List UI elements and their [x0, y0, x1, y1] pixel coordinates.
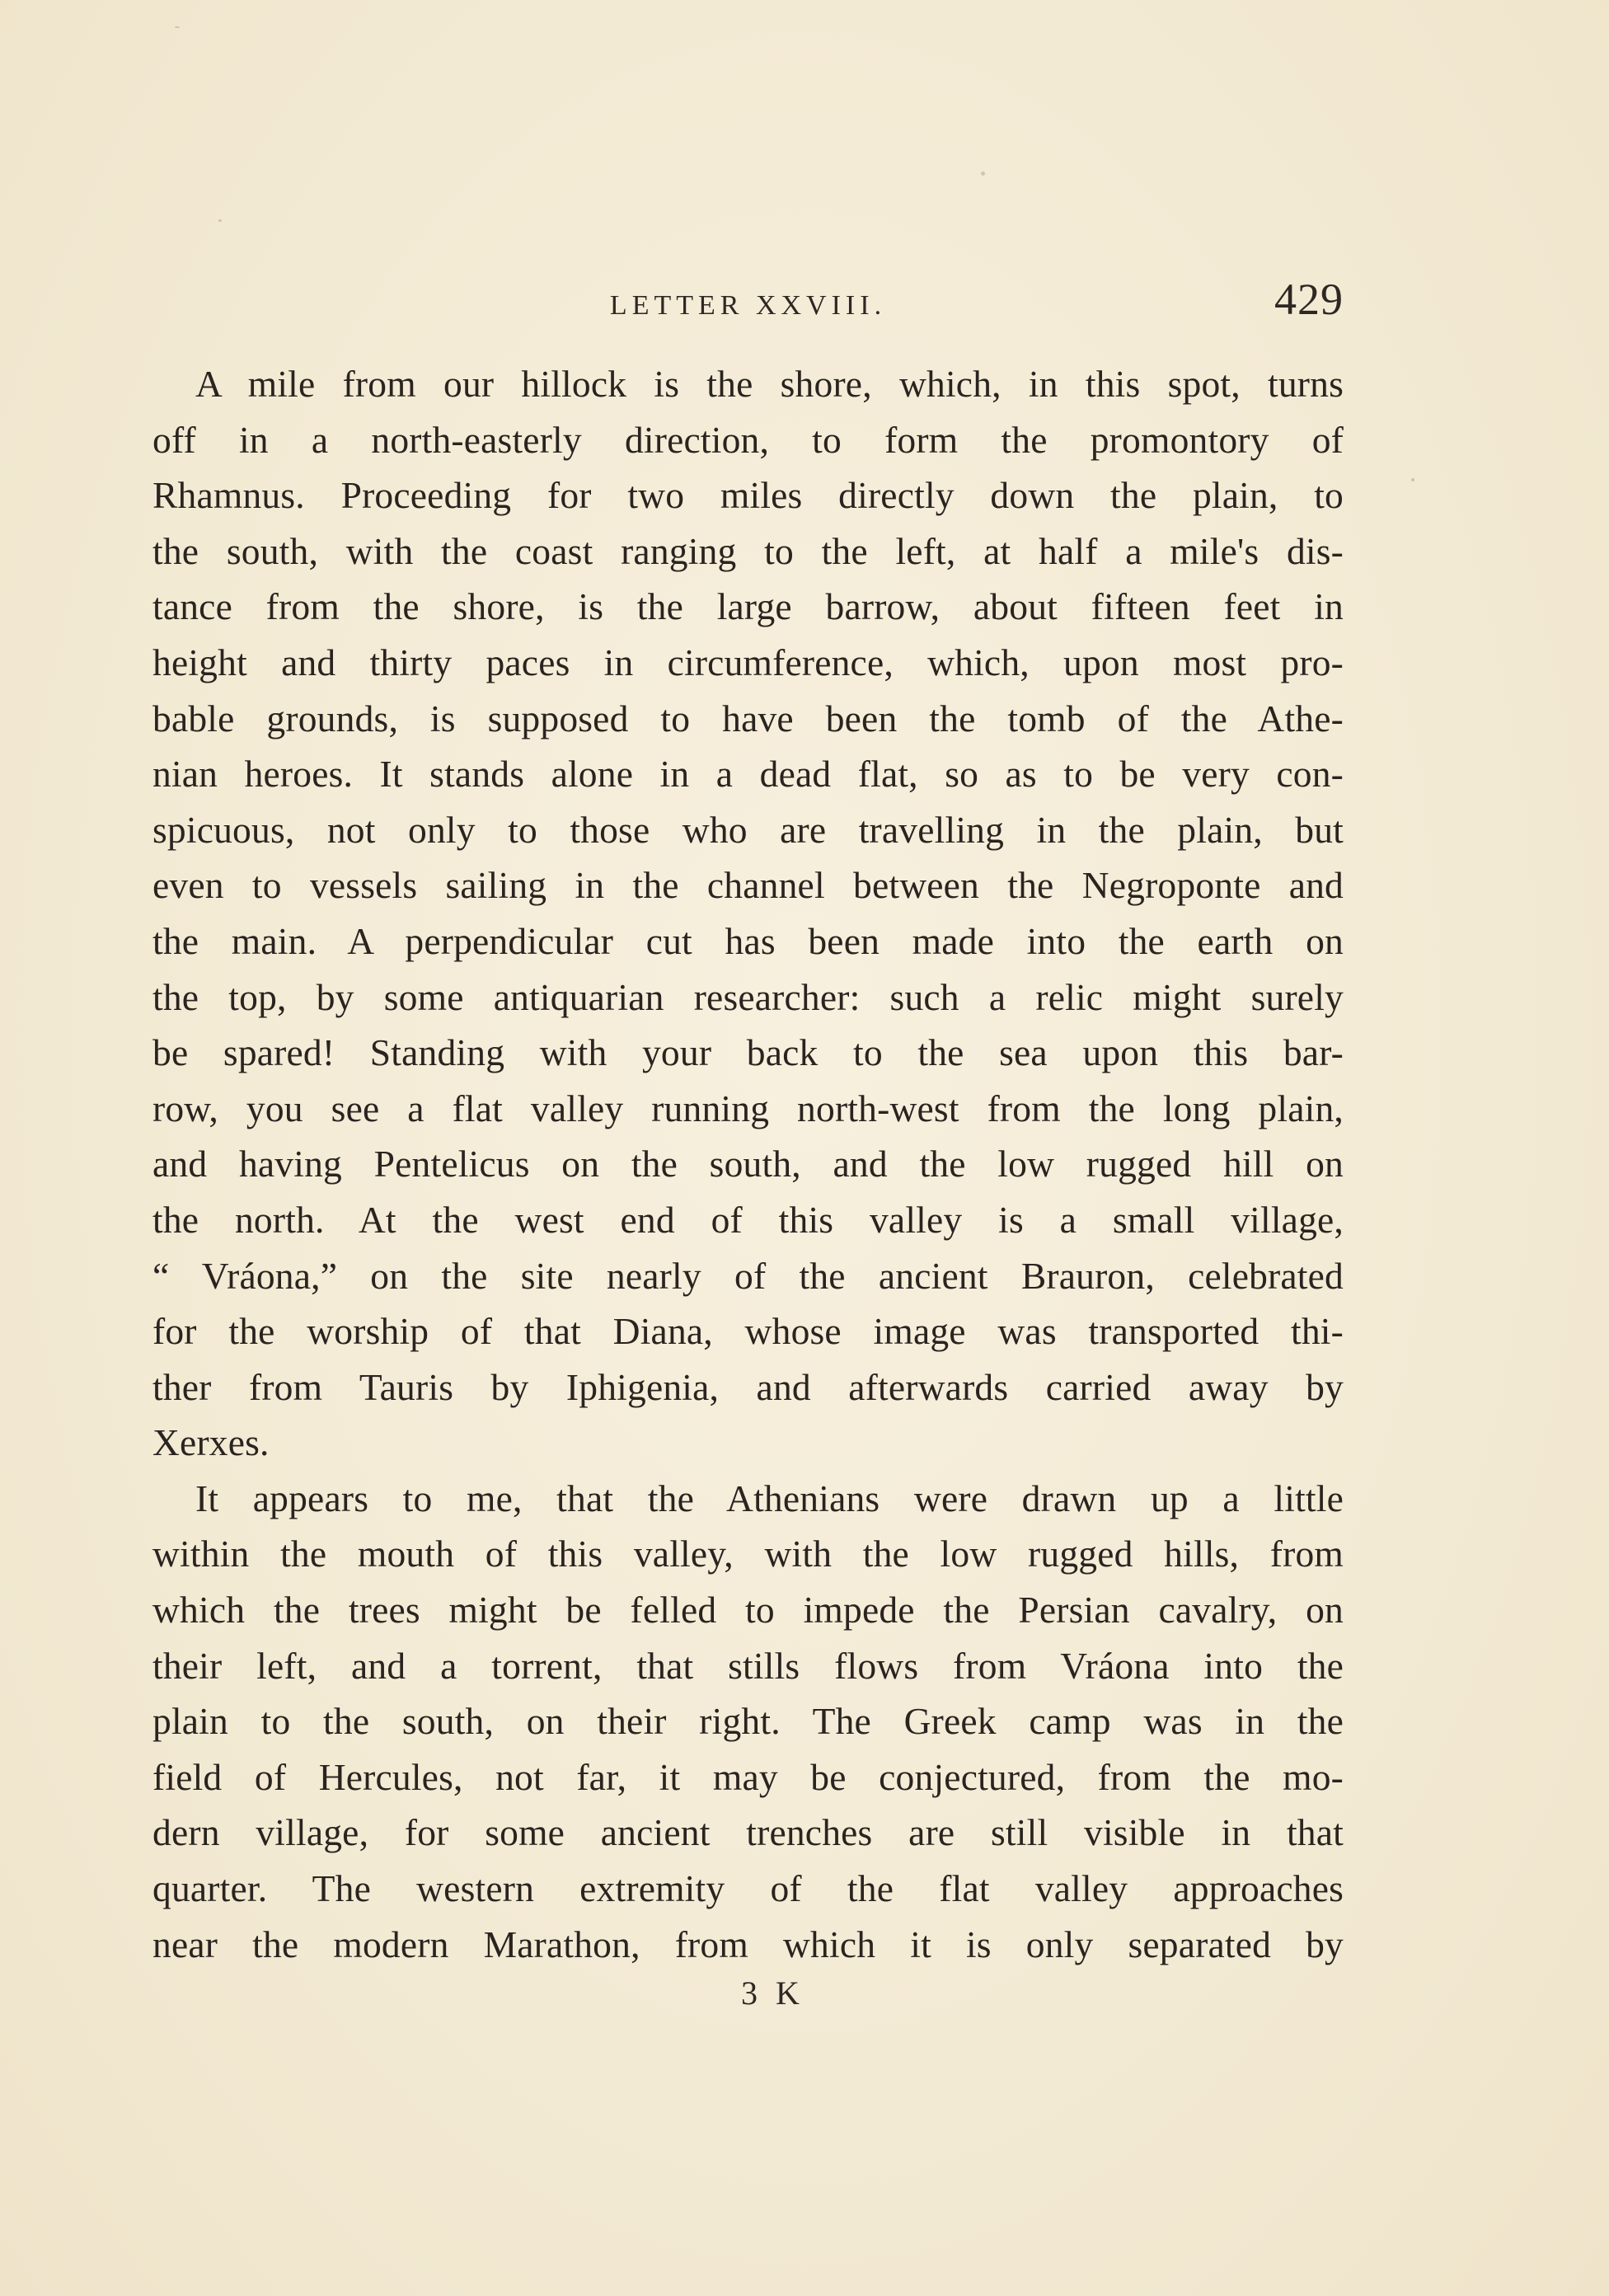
text-line: Xerxes.: [152, 1421, 270, 1464]
text-line: row, you see a flat valley running north-west from the long plain,: [152, 1087, 1344, 1129]
text-line: be spared! Standing with your back to the sea upon this bar-: [152, 1031, 1344, 1074]
paper-speck: [218, 219, 222, 222]
text-line: A mile from our hillock is the shore, which, in this spot, turns: [195, 363, 1344, 405]
paper-speck: [981, 171, 985, 176]
text-block: [152, 275, 1344, 2012]
page-header: [152, 275, 1344, 330]
signature-mark: 3 K: [741, 1974, 804, 2012]
text-line: spicuous, not only to those who are travelling in the plain, but: [152, 808, 1344, 851]
text-line: height and thirty paces in circumference, which, upon most pro-: [152, 641, 1344, 683]
text-line: nian heroes. It stands alone in a dead flat, so as to be very con-: [152, 753, 1344, 796]
text-line: off in a north-easterly direction, to form the promontory of: [152, 418, 1344, 461]
text-line: the main. A perpendicular cut has been made into the earth on: [152, 919, 1344, 962]
text-line: and having Pentelicus on the south, and the low rugged hill on: [152, 1143, 1344, 1186]
text-line: near the modern Marathon, from which it is only separated by: [152, 1923, 1344, 1965]
text-line: the north. At the west end of this valley is a small village,: [152, 1198, 1344, 1241]
text-line: field of Hercules, not far, it may be conjectured, from the mo-: [152, 1755, 1344, 1798]
text-line: tance from the shore, is the large barrow, about fifteen feet in: [152, 585, 1344, 628]
text-line: for the worship of that Diana, whose image was transported thi-: [152, 1310, 1344, 1353]
text-line: Rhamnus. Proceeding for two miles directly down the plain, to: [152, 474, 1344, 517]
text-line: plain to the south, on their right. The Greek camp was in the: [152, 1700, 1344, 1743]
text-line: ther from Tauris by Iphigenia, and afterwards carried away by: [152, 1365, 1344, 1408]
text-line: It appears to me, that the Athenians were drawn up a little: [195, 1477, 1344, 1519]
text-line: which the trees might be felled to impede the Persian cavalry, on: [152, 1589, 1344, 1632]
text-line: the top, by some antiquarian researcher: such a relic might surely: [152, 975, 1344, 1018]
running-head: LETTER XXVIII.: [609, 290, 887, 321]
text-line: quarter. The western extremity of the flat valley approaches: [152, 1867, 1344, 1910]
text-line: within the mouth of this valley, with the low rugged hills, from: [152, 1533, 1344, 1575]
text-line: even to vessels sailing in the channel between the Negroponte and: [152, 864, 1344, 907]
paragraph: [152, 356, 1344, 1471]
text-line: their left, and a torrent, that stills flows from Vráona into the: [152, 1644, 1344, 1687]
body-text: [152, 356, 1344, 2012]
text-line: bable grounds, is supposed to have been the tomb of the Athe-: [152, 697, 1344, 740]
text-line: dern village, for some ancient trenches are still visible in that: [152, 1811, 1344, 1854]
page-number: 429: [1274, 275, 1344, 324]
text-line: “ Vráona,” on the site nearly of the ancient Brauron, celebrated: [152, 1254, 1344, 1297]
paper-speck: [1411, 478, 1414, 481]
text-line: the south, with the coast ranging to the left, at half a mile's dis-: [152, 529, 1344, 572]
paragraph: [152, 1471, 1344, 1972]
paper-speck: [175, 26, 180, 28]
